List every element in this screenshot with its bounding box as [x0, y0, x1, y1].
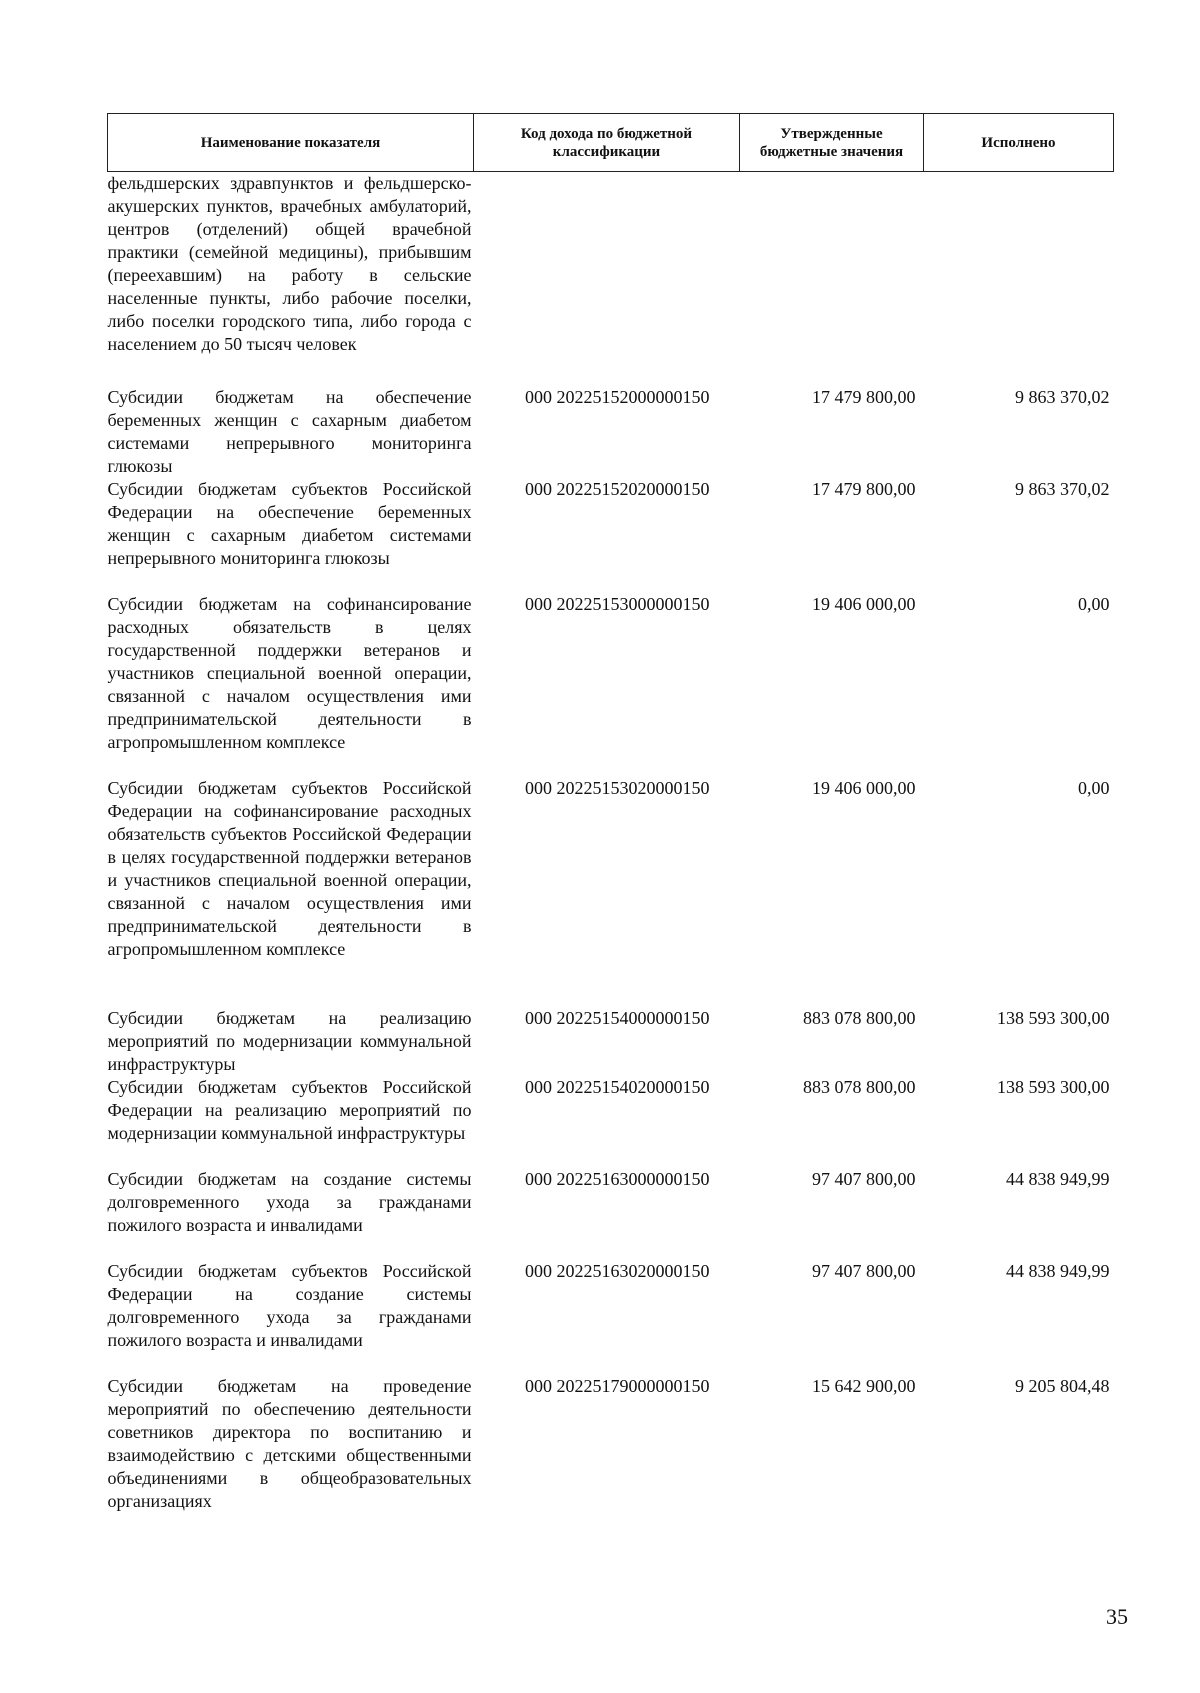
row-approved: 19 406 000,00 [812, 593, 916, 614]
table-row [108, 1076, 1114, 1168]
row-name: Субсидии бюджетам субъектов Российской Федерации на софинансирование расходных обязательств субъектов Российской Федерации в целях государственной поддержки ветеранов и участников специальной военной операции, связанной с началом осуществления ими предпринимательской деятельности в агропромышленном комплексе [107, 777, 472, 959]
row-name: Субсидии бюджетам субъектов Российской Федерации на обеспечение беременных женщин с сахарным диабетом системами непрерывного мониторинга глюкозы [107, 478, 472, 568]
header-executed: Исполнено [924, 114, 1114, 172]
row-code: 000 20225163020000150 [525, 1260, 710, 1281]
table-body [108, 172, 1114, 1537]
table-row [108, 1375, 1114, 1537]
table-header [108, 114, 1114, 172]
row-executed: 138 593 300,00 [997, 1076, 1110, 1097]
table-row [108, 172, 1114, 386]
table-row [108, 593, 1114, 777]
table-row [108, 777, 1114, 1007]
row-executed: 9 863 370,02 [1015, 478, 1110, 499]
row-code [474, 172, 740, 386]
header-code: Код дохода по бюджетной классификации [474, 114, 740, 172]
row-name: Субсидии бюджетам на проведение мероприятий по обеспечению деятельности советников директора по воспитанию и взаимодействию с детскими общественными объединениями в общеобразовательных организациях [107, 1375, 472, 1511]
row-name: Субсидии бюджетам на создание системы долговременного ухода за гражданами пожилого возраста и инвалидами [107, 1168, 472, 1235]
table-row [108, 1260, 1114, 1375]
table-row [108, 1168, 1114, 1260]
row-code: 000 20225153020000150 [525, 777, 710, 798]
row-executed: 0,00 [1078, 777, 1110, 798]
budget-table [107, 113, 1114, 1537]
row-code: 000 20225152020000150 [525, 478, 710, 499]
row-approved: 883 078 800,00 [803, 1007, 916, 1028]
row-name: Субсидии бюджетам на реализацию мероприятий по модернизации коммунальной инфраструктуры [107, 1007, 472, 1074]
row-code: 000 20225179000000150 [525, 1375, 710, 1396]
row-name: Субсидии бюджетам на обеспечение беременных женщин с сахарным диабетом системами непрерывного мониторинга глюкозы [107, 386, 472, 476]
row-code: 000 20225163000000150 [525, 1168, 710, 1189]
row-executed: 0,00 [1078, 593, 1110, 614]
row-code: 000 20225153000000150 [525, 593, 710, 614]
row-executed: 44 838 949,99 [1006, 1260, 1110, 1281]
row-name: Субсидии бюджетам субъектов Российской Федерации на реализацию мероприятий по модернизации коммунальной инфраструктуры [107, 1076, 472, 1143]
header-name: Наименование показателя [108, 114, 474, 172]
table-row [108, 1007, 1114, 1076]
row-approved: 19 406 000,00 [812, 777, 916, 798]
row-code: 000 20225152000000150 [525, 386, 710, 407]
row-executed: 138 593 300,00 [997, 1007, 1110, 1028]
row-approved [740, 172, 924, 386]
row-executed: 9 205 804,48 [1015, 1375, 1110, 1396]
row-approved: 15 642 900,00 [812, 1375, 916, 1396]
row-code: 000 20225154020000150 [525, 1076, 710, 1097]
row-name: Субсидии бюджетам субъектов Российской Федерации на создание системы долговременного ухода за гражданами пожилого возраста и инвалидами [107, 1260, 472, 1350]
row-approved: 97 407 800,00 [812, 1260, 916, 1281]
row-executed [924, 172, 1114, 386]
row-executed: 44 838 949,99 [1006, 1168, 1110, 1189]
row-approved: 17 479 800,00 [812, 478, 916, 499]
page-number: 35 [1106, 1604, 1128, 1629]
row-approved: 17 479 800,00 [812, 386, 916, 407]
row-approved: 883 078 800,00 [803, 1076, 916, 1097]
row-code: 000 20225154000000150 [525, 1007, 710, 1028]
header-approved: Утвержденные бюджетные значения [740, 114, 924, 172]
table-row [108, 386, 1114, 478]
row-approved: 97 407 800,00 [812, 1168, 916, 1189]
row-name: Субсидии бюджетам на софинансирование расходных обязательств в целях государственной поддержки ветеранов и участников специальной военной операции, связанной с началом осуществления ими предпринимательской деятельности в агропромышленном комплексе [107, 593, 472, 752]
table-row [108, 478, 1114, 593]
row-executed: 9 863 370,02 [1015, 386, 1110, 407]
row-name: фельдшерских здравпунктов и фельдшерско-акушерских пунктов, врачебных амбулаторий, центров (отделений) общей врачебной практики (семейной медицины), прибывшим (переехавшим) на работу в сельские населенные пункты, либо рабочие поселки, либо поселки городского типа, либо города с населением до 50 тысяч человек [107, 173, 472, 354]
